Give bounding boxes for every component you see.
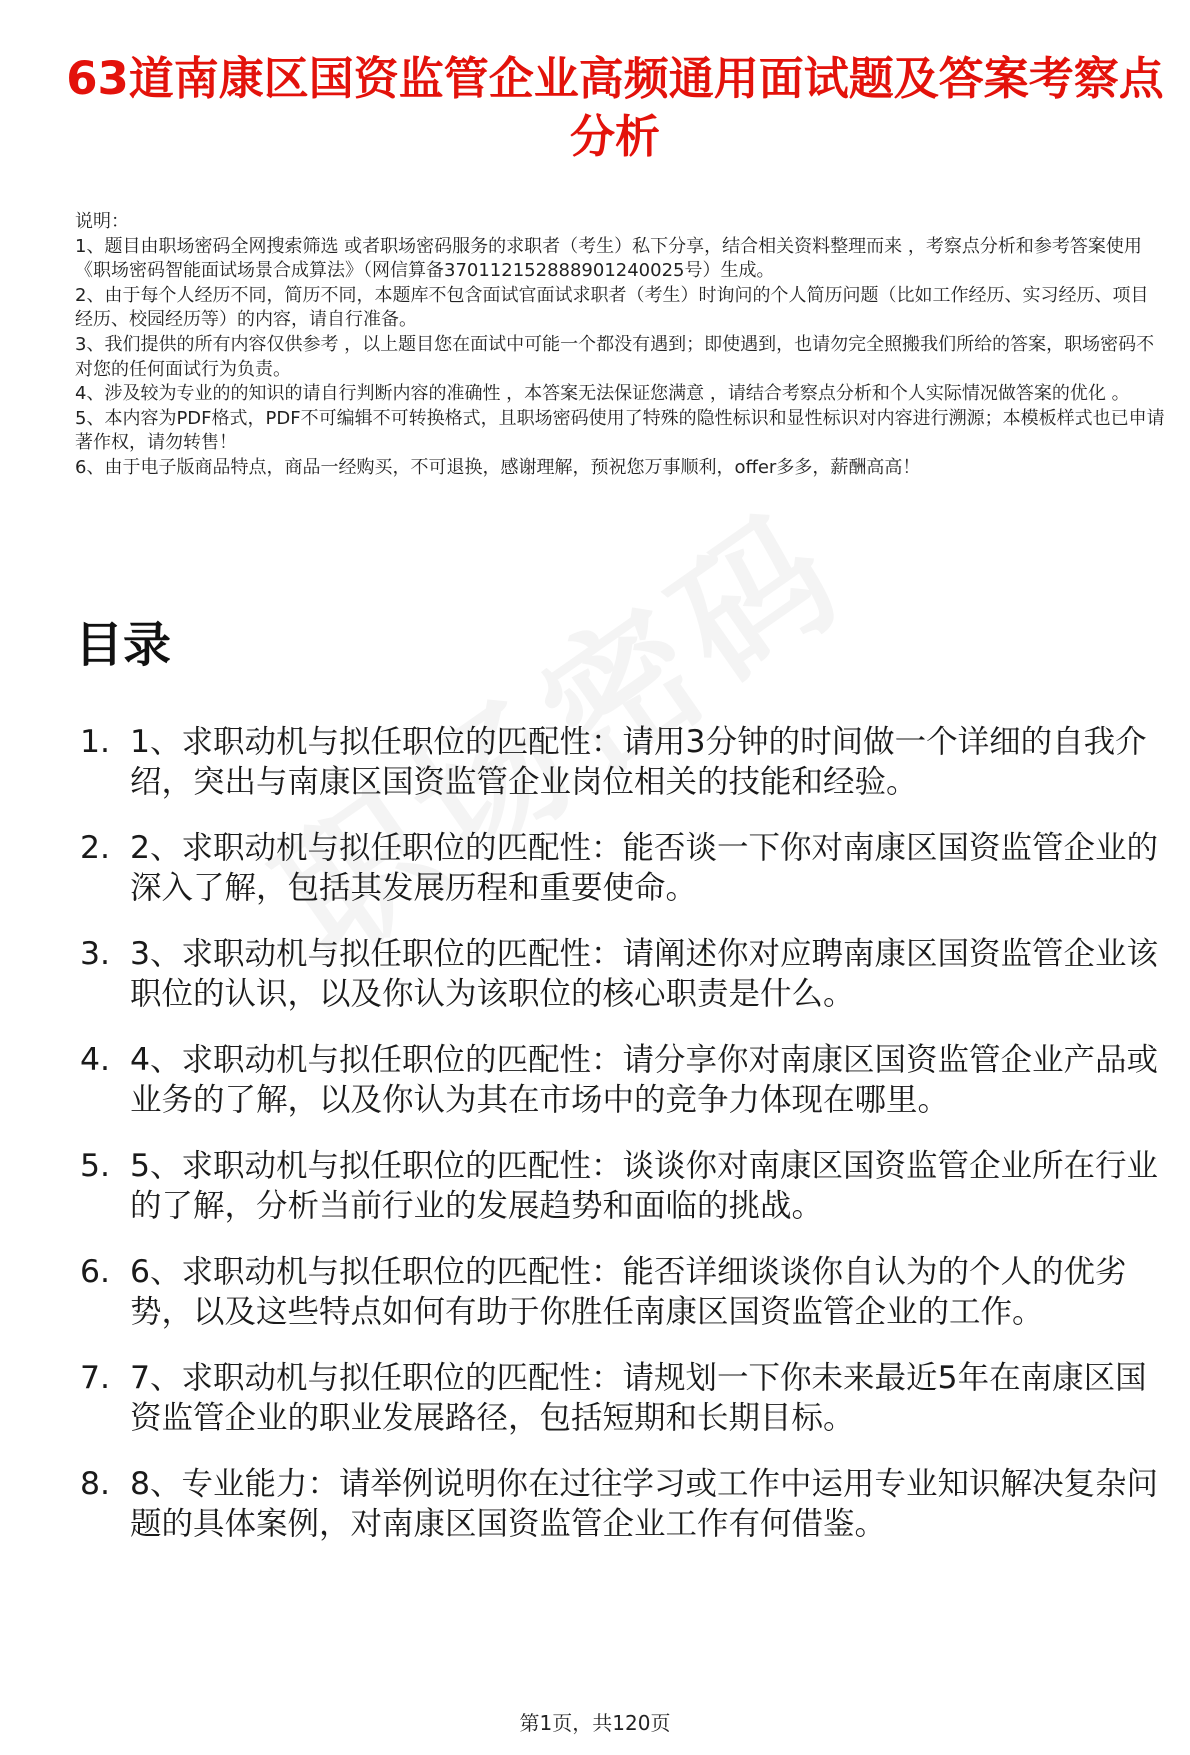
instructions-item: 2、由于每个人经历不同，简历不同，本题库不包含面试官面试求职者（考生）时询问的个人简历问题（比如工作经历、实习经历、项目经历、校园经历等）的内容，请自行准备。 bbox=[75, 284, 1149, 331]
toc-item-text[interactable]: 2、求职动机与拟任职位的匹配性：能否谈一下你对南康区国资监管企业的深入了解，包括其发展历程和重要使命。 bbox=[130, 830, 1159, 906]
toc-item-text[interactable]: 4、求职动机与拟任职位的匹配性：请分享你对南康区国资监管企业产品或业务的了解，以及你认为其在市场中的竞争力体现在哪里。 bbox=[130, 1042, 1159, 1118]
toc-item-text[interactable]: 6、求职动机与拟任职位的匹配性：能否详细谈谈你自认为的个人的优劣势，以及这些特点如何有助于你胜任南康区国资监管企业的工作。 bbox=[130, 1254, 1127, 1330]
toc-item-number: 3. bbox=[80, 936, 111, 972]
instructions-item: 4、涉及较为专业的的知识的请自行判断内容的准确性 ，本答案无法保证您满意 ，请结合考察点分析和个人实际情况做答案的优化 。 bbox=[75, 383, 1130, 405]
toc-item-number: 4. bbox=[80, 1042, 111, 1078]
toc-item[interactable] bbox=[75, 1040, 1170, 1120]
toc-heading: 目录 bbox=[75, 617, 172, 673]
instructions-section bbox=[75, 210, 1165, 481]
instructions-item: 1、题目由职场密码全网搜索筛选 或者职场密码服务的求职者（考生）私下分享，结合相关资料整理而来 ，考察点分析和参考答案使用《职场密码智能面试场景合成算法》（网信算备370112152888901240025号）生成。 bbox=[75, 235, 1142, 282]
toc-item-number: 6. bbox=[80, 1254, 111, 1290]
toc-item-text[interactable]: 8、专业能力：请举例说明你在过往学习或工作中运用专业知识解决复杂问题的具体案例，对南康区国资监管企业工作有何借鉴。 bbox=[130, 1466, 1159, 1542]
toc-item[interactable] bbox=[75, 828, 1170, 908]
toc-item-number: 7. bbox=[80, 1360, 111, 1396]
instructions-item: 3、我们提供的所有内容仅供参考 ，以上题目您在面试中可能一个都没有遇到；即使遇到，也请勿完全照搬我们所给的答案，职场密码不对您的任何面试行为负责。 bbox=[75, 333, 1155, 380]
toc-item[interactable] bbox=[75, 934, 1170, 1014]
toc-item[interactable] bbox=[75, 1358, 1170, 1438]
toc-item-number: 2. bbox=[80, 830, 111, 866]
instructions-heading: 说明： bbox=[75, 211, 129, 232]
document-title: 63道南康区国资监管企业高频通用面试题及答案考察点分析 bbox=[66, 52, 1164, 163]
toc-item-number: 1. bbox=[80, 724, 111, 760]
toc-item-text[interactable]: 7、求职动机与拟任职位的匹配性：请规划一下你未来最近5年在南康区国资监管企业的职业发展路径，包括短期和长期目标。 bbox=[130, 1360, 1147, 1436]
toc-item-number: 5. bbox=[80, 1148, 111, 1184]
toc-item-text[interactable]: 3、求职动机与拟任职位的匹配性：请阐述你对应聘南康区国资监管企业该职位的认识，以及你认为该职位的核心职责是什么。 bbox=[130, 936, 1159, 1012]
instructions-item: 5、本内容为PDF格式，PDF不可编辑不可转换格式，且职场密码使用了特殊的隐性标识和显性标识对内容进行溯源；本模板样式也已申请著作权，请勿转售！ bbox=[75, 407, 1165, 454]
page-number: 第1页，共120页 bbox=[519, 1711, 671, 1735]
toc-item[interactable] bbox=[75, 1252, 1170, 1332]
toc-item-number: 8. bbox=[80, 1466, 111, 1502]
toc-item[interactable] bbox=[75, 1146, 1170, 1226]
instructions-item: 6、由于电子版商品特点，商品一经购买，不可退换，感谢理解，预祝您万事顺利，offer多多，薪酬高高！ bbox=[75, 456, 921, 478]
toc-item-text[interactable]: 1、求职动机与拟任职位的匹配性：请用3分钟的时间做一个详细的自我介绍，突出与南康区国资监管企业岗位相关的技能和经验。 bbox=[130, 724, 1147, 800]
toc-item-text[interactable]: 5、求职动机与拟任职位的匹配性：谈谈你对南康区国资监管企业所在行业的了解，分析当前行业的发展趋势和面临的挑战。 bbox=[130, 1148, 1159, 1224]
toc-item[interactable] bbox=[75, 722, 1170, 802]
toc-item[interactable] bbox=[75, 1464, 1170, 1544]
toc-list bbox=[75, 722, 1170, 1570]
